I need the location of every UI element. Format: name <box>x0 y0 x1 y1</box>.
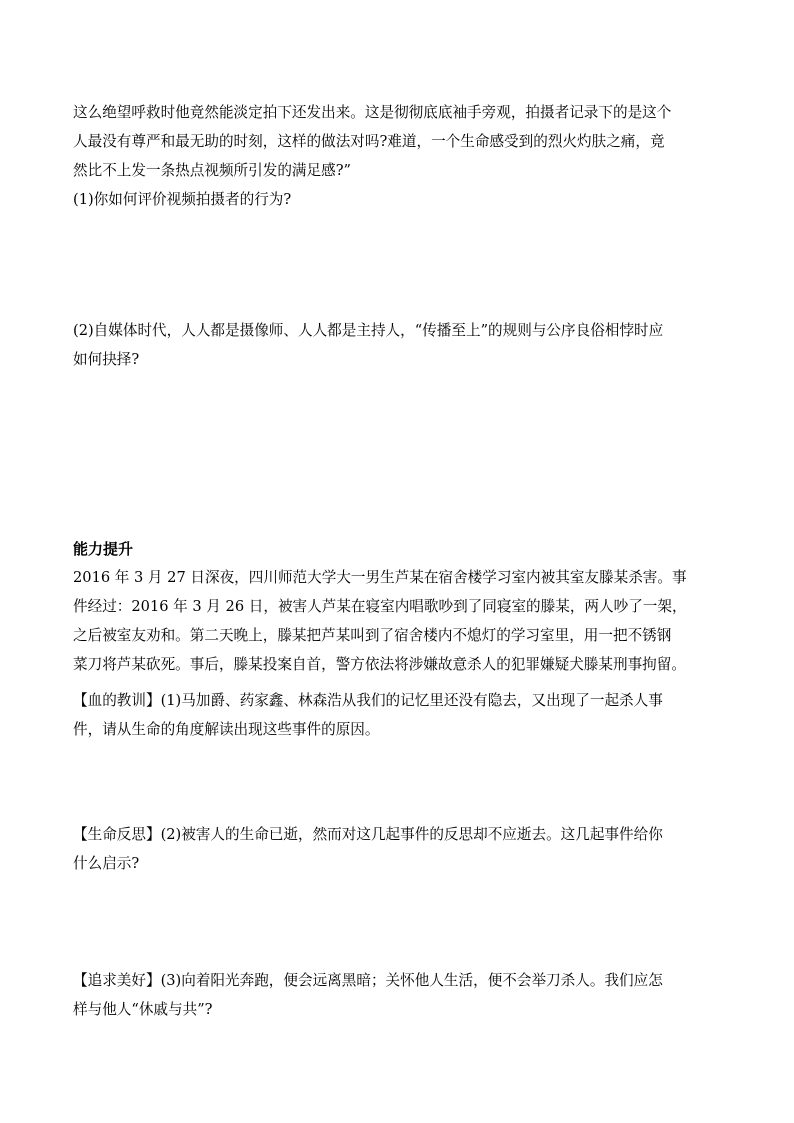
pursue-beauty-question-line-2: 样与他人“休戚与共”? <box>73 1001 213 1018</box>
section-title: 能力提升 <box>73 540 134 558</box>
life-reflection-question-line-2: 什么启示? <box>73 855 140 872</box>
question-2-line-1: (2)自媒体时代，人人都是摄像师、人人都是主持人，“传播至上”的规则与公序良俗相悖时应 <box>73 322 664 339</box>
intro-line-2: 人最没有尊严和最无助的时刻，这样的做法对吗?难道，一个生命感受到的烈火灼肤之痛，竟 <box>73 133 665 150</box>
intro-line-3: 然比不上发一条热点视频所引发的满足感?” <box>73 162 351 179</box>
life-reflection-question-line-1: 【生命反思】(2)被害人的生命已逝，然而对这几起事件的反思却不应逝去。这几起事件给你 <box>73 826 663 843</box>
blood-lesson-question-line-2: 件，请从生命的角度解读出现这些事件的原因。 <box>73 721 380 738</box>
passage-line-2: 件经过：2016 年 3 月 26 日，被害人芦某在寝室内唱歌吵到了同寝室的滕某，两人吵了一架， <box>73 598 687 615</box>
passage-line-3: 之后被室友劝和。第二天晚上，滕某把芦某叫到了宿舍楼内不熄灯的学习室里，用一把不锈钢 <box>73 627 672 644</box>
pursue-beauty-question-line-1: 【追求美好】(3)向着阳光奔跑，便会远离黑暗；关怀他人生活，便不会举刀杀人。我们应怎 <box>73 972 663 989</box>
passage-line-1: 2016 年 3 月 27 日深夜，四川师范大学大一男生芦某在宿舍楼学习室内被其室友滕某杀害。事 <box>73 569 687 586</box>
blood-lesson-question-line-1: 【血的教训】(1)马加爵、药家鑫、林森浩从我们的记忆里还没有隐去，又出现了一起杀人事 <box>73 692 663 709</box>
question-2-line-2: 如何抉择? <box>73 351 140 368</box>
question-1: (1)你如何评价视频拍摄者的行为? <box>73 191 292 208</box>
intro-line-1: 这么绝望呼救时他竟然能淡定拍下还发出来。这是彻彻底底袖手旁观，拍摄者记录下的是这个 <box>73 104 672 121</box>
passage-line-4: 菜刀将芦某砍死。事后，滕某投案自首，警方依法将涉嫌故意杀人的犯罪嫌疑犬滕某刑事拘留。 <box>73 656 686 673</box>
